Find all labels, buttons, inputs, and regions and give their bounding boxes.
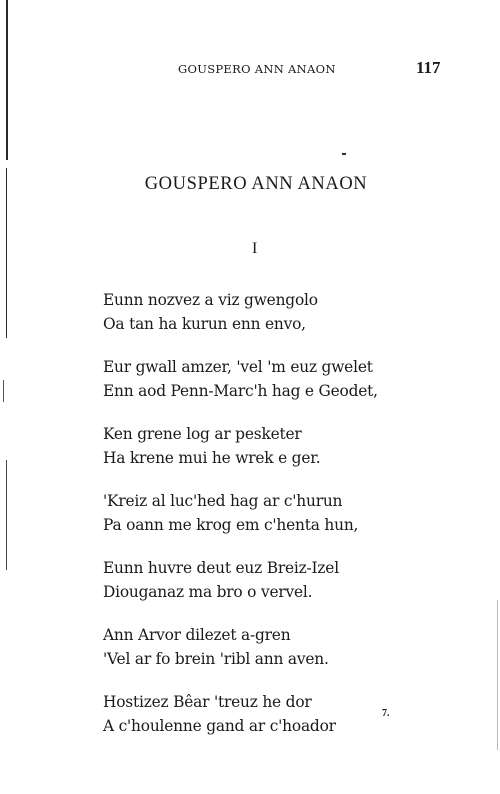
signature-mark: 7.	[382, 708, 390, 719]
poem-title: GOUSPERO ANN ANAON	[144, 174, 368, 194]
section-number: I	[252, 240, 258, 257]
verse-line: 'Kreiz al luc'hed hag ar c'hurun	[103, 492, 343, 510]
poem-body	[103, 288, 378, 757]
verse-line: Pa oann me krog em c'henta hun,	[103, 516, 359, 534]
stanza	[103, 489, 378, 537]
verse-line: 'Vel ar fo brein 'ribl ann aven.	[103, 650, 329, 668]
stanza	[103, 690, 378, 738]
scan-edge-mark	[6, 460, 7, 570]
stanza	[103, 288, 378, 336]
verse-line: A c'houlenne gand ar c'hoador	[103, 717, 336, 735]
verse-line: Ken grene log ar pesketer	[103, 425, 302, 443]
verse-line: Eur gwall amzer, 'vel 'm euz gwelet	[103, 358, 373, 376]
ink-speck	[342, 153, 346, 155]
verse-line: Diouganaz ma bro o vervel.	[103, 583, 313, 601]
verse-line: Ann Arvor dilezet a-gren	[103, 626, 291, 644]
scan-edge-mark	[3, 380, 4, 402]
running-head: GOUSPERO ANN ANAON	[178, 62, 336, 76]
verse-line: Eunn nozvez a viz gwengolo	[103, 291, 318, 309]
stanza	[103, 623, 378, 671]
verse-line: Eunn huvre deut euz Breiz-Izel	[103, 559, 339, 577]
scan-edge-mark	[6, 0, 8, 160]
scan-edge-mark	[497, 600, 498, 750]
page-number: 117	[416, 58, 441, 77]
stanza	[103, 422, 378, 470]
verse-line: Hostizez Bêar 'treuz he dor	[103, 693, 312, 711]
stanza	[103, 355, 378, 403]
verse-line: Enn aod Penn-Marc'h hag e Geodet,	[103, 382, 378, 400]
verse-line: Ha krene mui he wrek e ger.	[103, 449, 321, 467]
verse-line: Oa tan ha kurun enn envo,	[103, 315, 306, 333]
stanza	[103, 556, 378, 604]
